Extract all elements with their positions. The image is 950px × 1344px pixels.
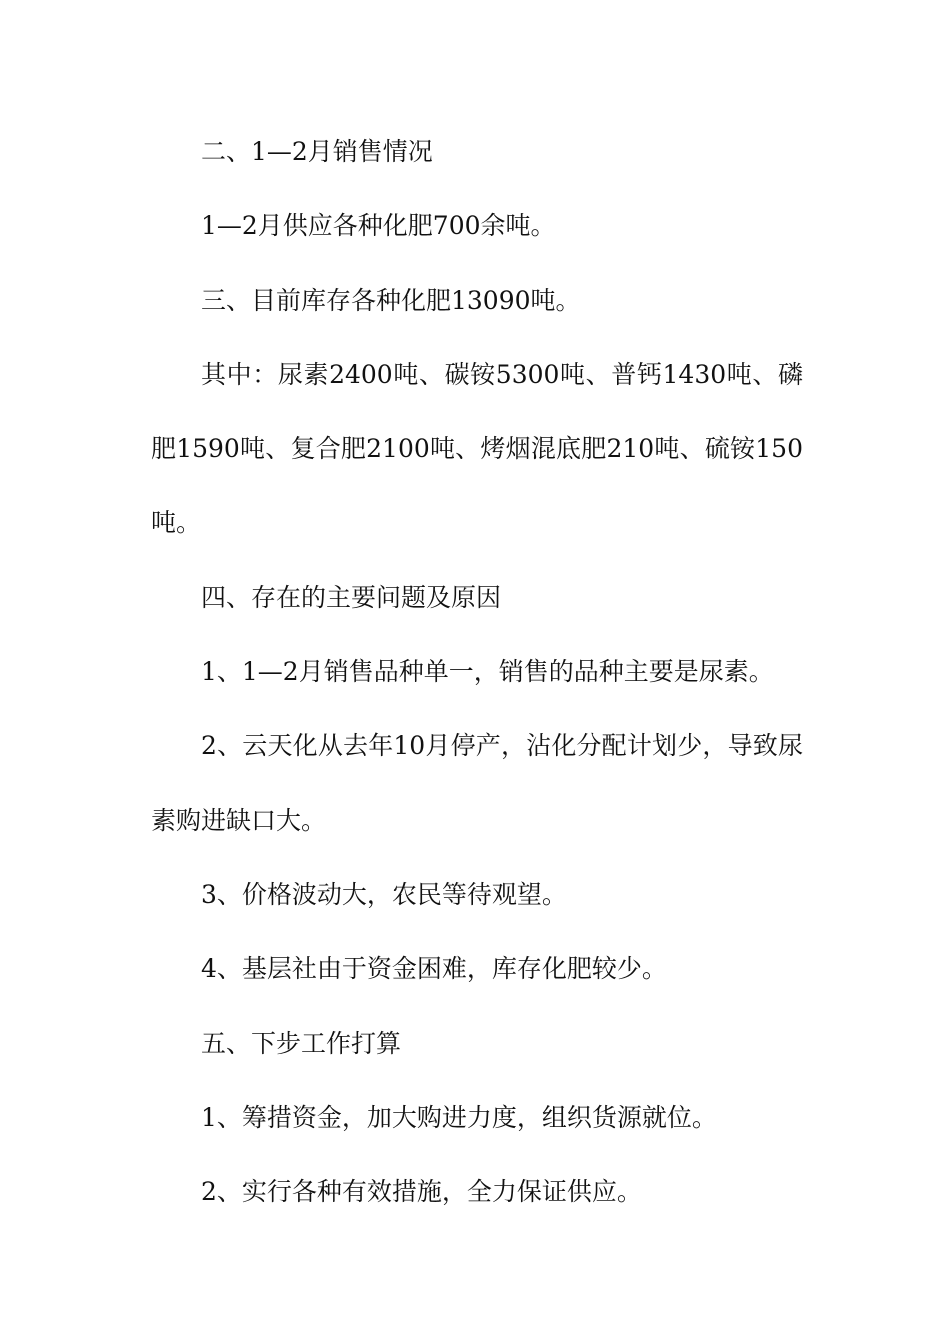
list-item-problem-4: 4、基层社由于资金困难，库存化肥较少。 <box>201 954 667 984</box>
section-heading-next-steps: 五、下步工作打算 <box>201 1028 402 1058</box>
document-body <box>151 115 803 1229</box>
list-item-plan-1: 1、筹措资金，加大购进力度，组织货源就位。 <box>201 1102 717 1132</box>
section-heading-sales: 二、1—2月销售情况 <box>201 137 433 166</box>
paragraph-inventory-detail: 其中：尿素2400吨、碳铵5300吨、普钙1430吨、磷肥1590吨、复合肥2100吨、烤烟混底肥210吨、硫铵150吨。 <box>151 359 803 538</box>
list-item-problem-3: 3、价格波动大，农民等待观望。 <box>201 879 567 909</box>
paragraph-supply: 1—2月供应各种化肥700余吨。 <box>201 211 556 241</box>
list-item-plan-2: 2、实行各种有效措施，全力保证供应。 <box>201 1177 642 1207</box>
section-heading-inventory: 三、目前库存各种化肥13090吨。 <box>201 285 581 315</box>
list-item-problem-2: 2、云天化从去年10月停产，沾化分配计划少，导致尿素购进缺口大。 <box>151 731 803 835</box>
list-item-problem-1: 1、1—2月销售品种单一，销售的品种主要是尿素。 <box>201 657 774 687</box>
section-heading-problems: 四、存在的主要问题及原因 <box>201 582 502 612</box>
